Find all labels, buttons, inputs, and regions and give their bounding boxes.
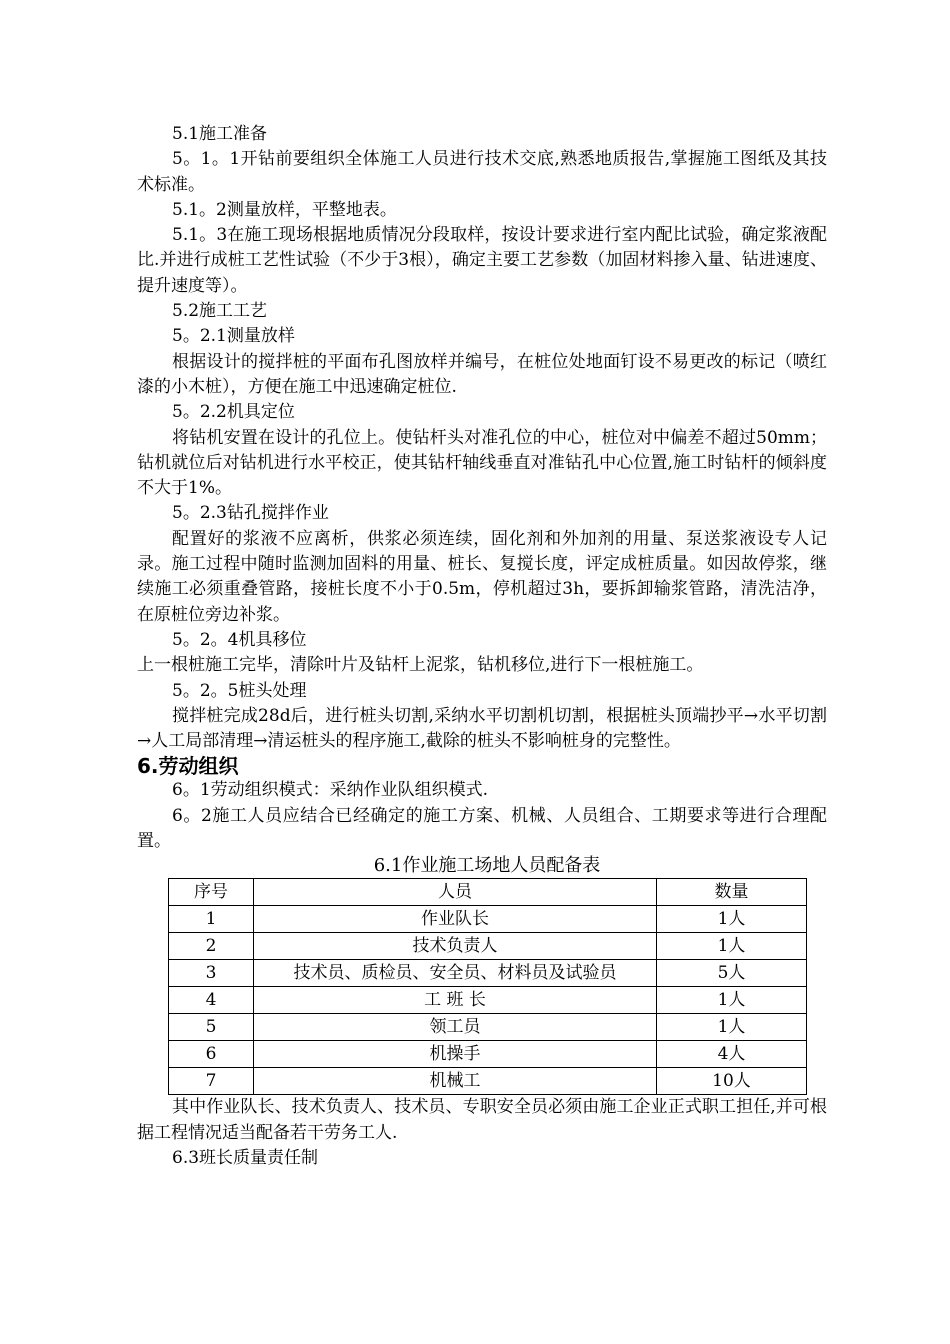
paragraph: 5.1。2测量放样，平整地表。 — [172, 199, 397, 220]
paragraph: 5。2.3钻孔搅拌作业 — [172, 503, 329, 524]
table-cell: 机操手 — [254, 1041, 657, 1068]
header-cell: 序号 — [169, 879, 254, 906]
table-cell: 10人 — [657, 1068, 807, 1095]
table-row — [169, 960, 807, 987]
table-header-row — [169, 879, 807, 906]
paragraph: 根据设计的搅拌桩的平面布孔图放样并编号，在桩位处地面钉设不易更改的标记（喷红漆的小木桩），方便在施工中迅速确定桩位. — [137, 351, 827, 397]
paragraph: 5。2。4机具移位 — [172, 629, 307, 650]
table-row — [169, 1068, 807, 1095]
paragraph: 上一根桩施工完毕，清除叶片及钻杆上泥浆，钻机移位,进行下一根桩施工。 — [137, 655, 704, 676]
paragraph: 6。1劳动组织模式：采纳作业队组织模式. — [172, 780, 489, 801]
section-heading: 6.劳动组织 — [137, 754, 239, 779]
table-cell: 1人 — [657, 1014, 807, 1041]
paragraph: 将钻机安置在设计的孔位上。使钻杆头对准孔位的中心，桩位对中偏差不超过50mm；钻机就位后对钻机进行水平校正，使其钻杆轴线垂直对准钻孔中心位置,施工时钻杆的倾斜度不大于1%。 — [137, 427, 827, 499]
paragraph: 6。2施工人员应结合已经确定的施工方案、机械、人员组合、工期要求等进行合理配置。 — [137, 805, 827, 852]
staffing-table — [168, 878, 807, 1095]
table-cell: 2 — [169, 933, 254, 960]
table-cell: 1人 — [657, 933, 807, 960]
paragraph: 6.3班长质量责任制 — [172, 1147, 319, 1168]
paragraph: 其中作业队长、技术负责人、技术员、专职安全员必须由施工企业正式职工担任,并可根据工程情况适当配备若干劳务工人. — [137, 1097, 827, 1143]
header-cell: 人员 — [254, 879, 657, 906]
table-cell: 5人 — [657, 960, 807, 987]
table-cell: 机械工 — [254, 1068, 657, 1095]
table-cell: 7 — [169, 1068, 254, 1095]
table-cell: 1人 — [657, 906, 807, 933]
table-cell: 1人 — [657, 987, 807, 1014]
table-cell: 1 — [169, 906, 254, 933]
header-cell: 数量 — [657, 879, 807, 906]
paragraph: 5.1施工准备 — [172, 124, 268, 144]
table-cell: 领工员 — [254, 1014, 657, 1041]
table-cell: 3 — [169, 960, 254, 987]
paragraph: 搅拌桩完成28d后，进行桩头切割,采纳水平切割机切割，根据桩头顶端抄平→水平切割→人工局部清理→清运桩头的程序施工,截除的桩头不影响桩身的完整性。 — [137, 705, 827, 752]
paragraph: 5.2施工工艺 — [172, 301, 268, 322]
table-row — [169, 933, 807, 960]
table-cell: 作业队长 — [254, 906, 657, 933]
table-cell: 4人 — [657, 1041, 807, 1068]
paragraph: 配置好的浆液不应离析，供浆必须连续，固化剂和外加剂的用量、泵送浆液设专人记录。施工过程中随时监测加固料的用量、桩长、复搅长度，评定成桩质量。如因故停浆，继续施工必须重叠管路，接桩长度不小于0.5m，停机超过3h，要拆卸输浆管路，清洗洁净，在原桩位旁边补浆。 — [137, 528, 827, 625]
table-cell: 技术员、质检员、安全员、材料员及试验员 — [254, 960, 657, 987]
table-cell: 4 — [169, 987, 254, 1014]
paragraph: 5.1。3在施工现场根据地质情况分段取样，按设计要求进行室内配比试验，确定浆液配比.并进行成桩工艺性试验（不少于3根），确定主要工艺参数（加固材料掺入量、钻进速度、提升速度等）。 — [137, 225, 827, 296]
table-row — [169, 987, 807, 1014]
table-caption: 6.1作业施工场地人员配备表 — [373, 855, 601, 877]
table-row — [169, 1014, 807, 1041]
table-cell: 6 — [169, 1041, 254, 1068]
paragraph: 5。1。1开钻前要组织全体施工人员进行技术交底,熟悉地质报告,掌握施工图纸及其技术标准。 — [137, 149, 827, 195]
table-row — [169, 906, 807, 933]
table-cell: 技术负责人 — [254, 933, 657, 960]
table-cell: 5 — [169, 1014, 254, 1041]
paragraph: 5。2.2机具定位 — [172, 402, 295, 423]
table-cell: 工 班 长 — [254, 987, 657, 1014]
table-row — [169, 1041, 807, 1068]
document-page — [137, 122, 827, 1171]
paragraph: 5。2。5桩头处理 — [172, 680, 307, 701]
paragraph: 5。2.1测量放样 — [172, 326, 295, 347]
